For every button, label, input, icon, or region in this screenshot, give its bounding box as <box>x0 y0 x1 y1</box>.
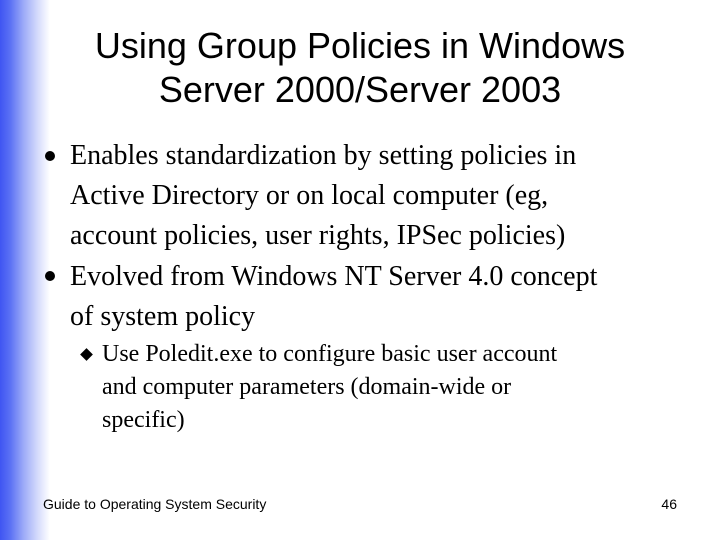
bullet-line: of system policy <box>70 301 256 332</box>
sub-bullet-line: specific) <box>102 407 185 433</box>
bullet-diamond-icon <box>80 348 93 361</box>
bullet-dot-icon <box>45 271 55 281</box>
bullet-line: Active Directory or on local computer (eg, <box>70 180 549 211</box>
bullet-dot-icon <box>45 151 55 161</box>
title-line: Using Group Policies in Windows <box>94 25 626 66</box>
footer-text: Guide to Operating System Security <box>43 496 267 512</box>
sub-bullet-item <box>102 338 662 437</box>
page-number: 46 <box>661 496 677 512</box>
bullet-line: Enables standardization by setting policies in <box>70 140 577 171</box>
sub-bullet-line: and computer parameters (domain-wide or <box>102 374 512 400</box>
bullet-item <box>70 257 690 337</box>
title-line: Server 2000/Server 2003 <box>158 69 562 110</box>
bullet-item <box>70 136 690 256</box>
bullet-line: account policies, user rights, IPSec policies) <box>70 220 566 251</box>
slide-title <box>55 24 665 112</box>
left-gradient-bar <box>0 0 50 540</box>
sub-bullet-line: Use Poledit.exe to configure basic user account <box>102 341 558 367</box>
bullet-line: Evolved from Windows NT Server 4.0 concept <box>70 261 598 292</box>
